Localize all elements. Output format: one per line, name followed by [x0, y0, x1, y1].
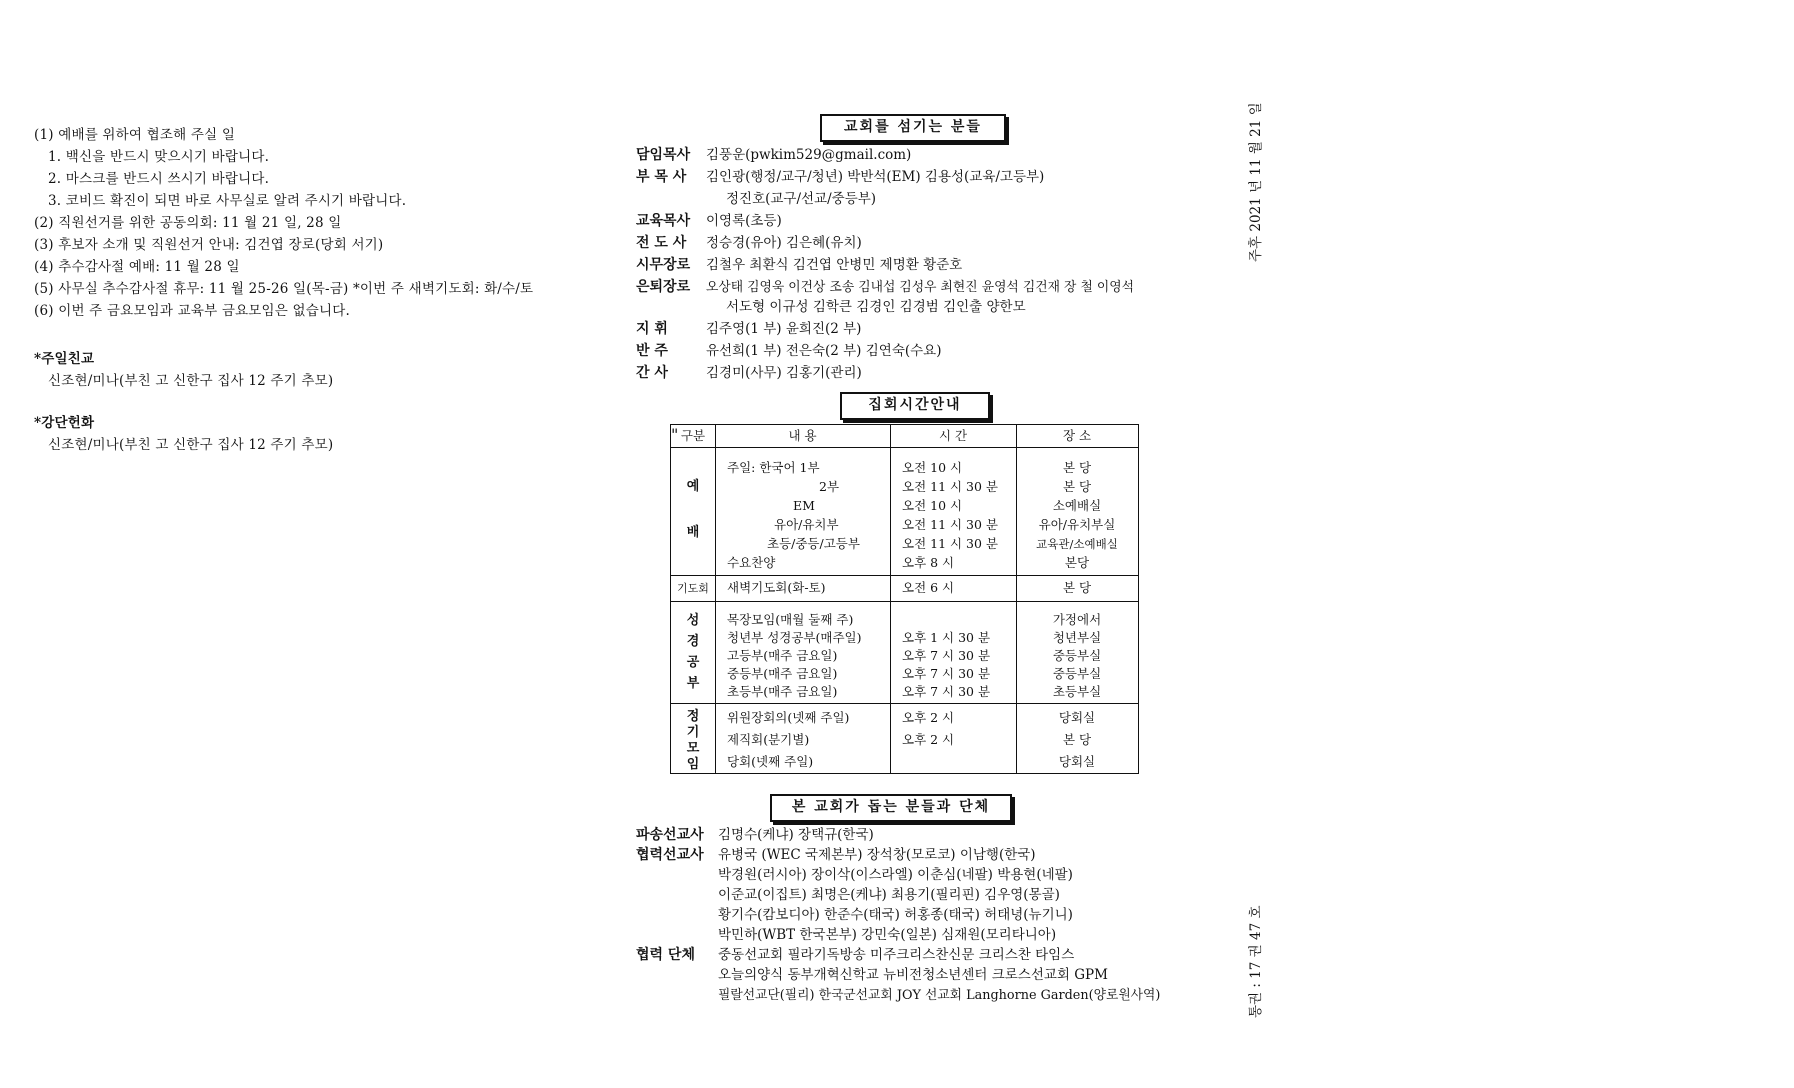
worship-place: 교육관/소예배실	[1036, 537, 1118, 551]
meeting-label-4: 임	[686, 757, 700, 772]
staff-role: 시무장로	[636, 257, 691, 273]
staff-names: 김인광(행정/교구/청년) 박반석(EM) 김용성(교육/고등부)	[706, 169, 1045, 185]
staff-names: 정승경(유아) 김은혜(유치)	[706, 235, 862, 251]
announcement-3: (3) 후보자 소개 및 직원선거 안내: 김건엽 장로(당회 서기)	[34, 237, 384, 253]
staff-names: 유선희(1 부) 전은숙(2 부) 김연숙(수요)	[706, 343, 942, 359]
staff-names: 김경미(사무) 김홍기(관리)	[706, 365, 862, 381]
study-place: 중등부실	[1052, 648, 1102, 663]
prayer-place: 본 당	[1062, 580, 1092, 595]
study-time: 오후 7 시 30 분	[902, 684, 991, 699]
support-names: 이준교(이집트) 최명은(케냐) 최용기(필리핀) 김우영(몽골)	[718, 887, 1060, 903]
staff-names: 정진호(교구/선교/중등부)	[726, 191, 877, 207]
meeting-label-1: 정	[686, 709, 700, 724]
schedule-table: " 구분 내 용 시 간 장 소 예 배 주일: 한국어 1부 2부 EM 유아/유치부 초등/중등/고등부 수요찬양 오전 10 시 오전 11 시 30 분 오전 10 시 오전 11 시 30 분 오전 11 시 30 분 오후 8 시 본 당 본 당 소예배실 유아/유치부실 교육관/소예배실 본당 기도회 새벽기도회(화-토) 오전 6 시 본 당 성 경 공 부 목장모임(매월 둘째 주) 청년부 성경공부(매주일) 고등부(매주 금요일) 중등부(매주 금요일) 초등부(매주 금요일) 오후 1 시 30 분 오후 7 시 30 분 오후 7 시 30 분 오후 7 시 30 분 가정에서 청년부실 중등부실 중등부실 초등부실 정 기 모 임 위원장회의(넷째 주일) 제직회(분기별) 당회(넷째 주일) 오후 2 시 오후 2 시 당회실 본 당 당회실	[670, 424, 1139, 774]
staff-role: 부 목 사	[636, 169, 687, 185]
staff-names: 김철우 최환식 김건엽 안병민 제명환 황준호	[706, 257, 963, 273]
worship-label-2: 배	[686, 525, 700, 540]
worship-time: 오후 8 시	[902, 555, 955, 570]
staff-role: 간 사	[636, 365, 668, 381]
support-heading: 본 교회가 돕는 분들과 단체	[770, 794, 1012, 822]
study-content: 목장모임(매월 둘째 주)	[727, 612, 854, 627]
worship-place: 소예배실	[1052, 498, 1102, 513]
study-time: 오후 1 시 30 분	[902, 630, 991, 645]
worship-place: 본 당	[1062, 460, 1092, 475]
staff-role: 반 주	[636, 343, 668, 359]
schedule-heading: 집회시간안내	[840, 392, 990, 420]
announcement-1-item-3: 3. 코비드 확진이 되면 바로 사무실로 알려 주시기 바랍니다.	[48, 193, 407, 209]
col-header-time: 시 간	[938, 428, 968, 443]
study-label-2: 경	[686, 634, 700, 649]
announcement-5: (5) 사무실 추수감사절 휴무: 11 월 25-26 일(목-금) *이번 주 새벽기도회: 화/수/토	[34, 281, 534, 297]
meeting-content: 제직회(분기별)	[727, 732, 810, 747]
fellowship-title: *주일친교	[34, 351, 95, 367]
study-place: 초등부실	[1052, 684, 1102, 699]
meeting-time: 오후 2 시	[902, 732, 955, 747]
worship-content: 수요찬양	[727, 555, 776, 570]
staff-role: 지 휘	[636, 321, 668, 337]
study-label-4: 부	[686, 676, 700, 691]
worship-time: 오전 11 시 30 분	[902, 517, 999, 532]
staff-role: 담임목사	[636, 147, 691, 163]
flower-title: *강단헌화	[34, 415, 95, 431]
meeting-content: 위원장회의(넷째 주일)	[727, 710, 850, 725]
support-names: 황기수(캄보디아) 한준수(태국) 허홍종(태국) 허태녕(뉴기니)	[718, 907, 1073, 923]
support-names: 유병국 (WEC 국제본부) 장석창(모로코) 이남행(한국)	[718, 847, 1036, 863]
bulletin-date: 주후 2021 년 11 월 21 일	[1248, 102, 1264, 262]
prayer-content: 새벽기도회(화-토)	[727, 580, 826, 595]
fellowship-text: 신조현/미나(부친 고 신한구 집사 12 주기 추모)	[48, 373, 334, 389]
meeting-label-3: 모	[686, 741, 700, 756]
support-names: 박민하(WBT 한국본부) 강민숙(일본) 심재원(모리타니아)	[718, 927, 1057, 943]
worship-content: EM	[793, 498, 815, 513]
announcement-1: (1) 예배를 위하여 협조해 주실 일	[34, 127, 236, 143]
support-role: 협력선교사	[636, 847, 704, 863]
study-content: 청년부 성경공부(매주일)	[727, 630, 862, 645]
worship-time: 오전 11 시 30 분	[902, 536, 999, 551]
bulletin-volume: 통권 : 17 권 47 호	[1248, 905, 1264, 1018]
staff-role: 전 도 사	[636, 235, 687, 251]
meeting-time: 오후 2 시	[902, 710, 955, 725]
study-label-3: 공	[686, 655, 700, 670]
col-header-content: 내 용	[788, 428, 817, 443]
staff-role: 교육목사	[636, 213, 691, 229]
worship-time: 오전 10 시	[902, 498, 963, 513]
support-names: 필랄선교단(필리) 한국군선교회 JOY 선교회 Langhorne Garden(양로원사역)	[718, 988, 1161, 1003]
meeting-place: 당회실	[1058, 710, 1096, 725]
staff-names: 김풍운(pwkim529@gmail.com)	[706, 147, 912, 163]
worship-content: 2부	[819, 479, 840, 494]
worship-time: 오전 11 시 30 분	[902, 479, 999, 494]
prayer-time: 오전 6 시	[902, 580, 955, 595]
study-place: 청년부실	[1052, 630, 1102, 645]
study-content: 고등부(매주 금요일)	[727, 648, 838, 663]
prayer-label: 기도회	[677, 582, 709, 595]
meeting-label-2: 기	[686, 725, 700, 740]
announcement-2: (2) 직원선거를 위한 공동의회: 11 월 21 일, 28 일	[34, 215, 342, 231]
worship-time: 오전 10 시	[902, 460, 963, 475]
staff-names: 오상태 김영욱 이건상 조송 김내섭 김성우 최현진 윤영석 김건재 장 철 이영석	[706, 280, 1134, 295]
worship-label-1: 예	[686, 479, 700, 494]
meeting-content: 당회(넷째 주일)	[727, 754, 814, 769]
worship-content: 유아/유치부	[774, 517, 839, 532]
flower-text: 신조현/미나(부친 고 신한구 집사 12 주기 추모)	[48, 437, 334, 453]
study-content: 초등부(매주 금요일)	[727, 684, 838, 699]
worship-content: 초등/중등/고등부	[767, 536, 860, 551]
meeting-place: 당회실	[1058, 754, 1096, 769]
study-label-1: 성	[686, 613, 700, 628]
worship-place: 유아/유치부실	[1038, 517, 1116, 532]
staff-names: 서도형 이규성 김학큰 김경인 김경범 김인출 양한모	[726, 299, 1026, 315]
study-place: 중등부실	[1052, 666, 1102, 681]
support-names: 김명수(케냐) 장택규(한국)	[718, 827, 874, 843]
support-role: 협력 단체	[636, 947, 695, 963]
staff-names: 이영록(초등)	[706, 213, 782, 229]
staff-role: 은퇴장로	[636, 279, 691, 295]
announcement-1-item-1: 1. 백신을 반드시 맞으시기 바랍니다.	[48, 149, 270, 165]
study-time: 오후 7 시 30 분	[902, 666, 991, 681]
announcement-4: (4) 추수감사절 예배: 11 월 28 일	[34, 259, 240, 275]
study-time: 오후 7 시 30 분	[902, 648, 991, 663]
announcement-1-item-2: 2. 마스크를 반드시 쓰시기 바랍니다.	[48, 171, 270, 187]
staff-names: 김주영(1 부) 윤희진(2 부)	[706, 321, 862, 337]
support-role: 파송선교사	[636, 827, 704, 843]
support-names: 오늘의양식 동부개혁신학교 뉴비전청소년센터 크로스선교회 GPM	[718, 967, 1108, 983]
worship-content: 주일: 한국어 1부	[727, 460, 820, 475]
worship-place: 본당	[1064, 555, 1090, 570]
study-place: 가정에서	[1052, 612, 1102, 627]
support-names: 중동선교회 필라기독방송 미주크리스찬신문 크리스찬 타임스	[718, 947, 1075, 963]
support-names: 박경원(러시아) 장이삭(이스라엘) 이춘심(네팔) 박용현(네팔)	[718, 867, 1073, 883]
staff-heading: 교회를 섬기는 분들	[820, 114, 1006, 142]
worship-place: 본 당	[1062, 479, 1092, 494]
study-content: 중등부(매주 금요일)	[727, 666, 838, 681]
col-header-category: 구분	[680, 428, 706, 443]
col-header-place: 장 소	[1062, 428, 1092, 443]
announcement-6: (6) 이번 주 금요모임과 교육부 금요모임은 없습니다.	[34, 303, 350, 319]
meeting-place: 본 당	[1062, 732, 1092, 747]
